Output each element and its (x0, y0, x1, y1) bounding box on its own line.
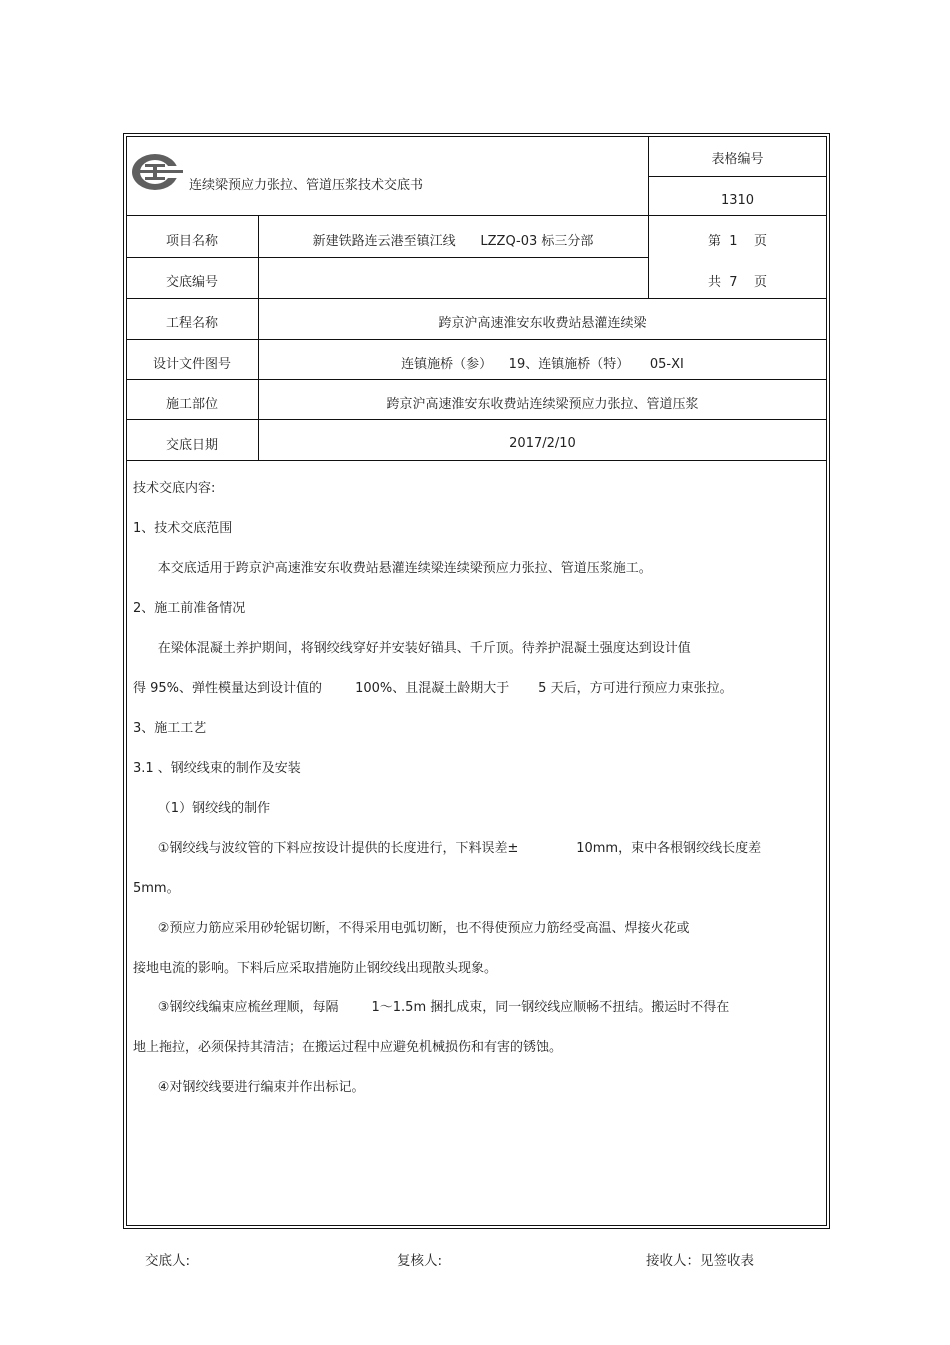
content-line: 1、技术交底范围 (133, 521, 233, 536)
project-name-value: 新建铁路连云港至镇江线 LZZQ-03 标三分部 (312, 233, 594, 249)
content-line: （1）钢绞线的制作 (133, 801, 271, 816)
content-line: 3.1 、钢绞线束的制作及安装 (133, 761, 301, 776)
page-current: 第 1 页 (707, 233, 768, 249)
reviewer-label: 复核人: (397, 1253, 443, 1269)
design-drawing-value: 连镇施桥（参） 19、连镇施桥（特） 05-XI (401, 356, 684, 372)
form-number-value: 1310 (720, 192, 755, 208)
receiver-label: 接收人：见签收表 (646, 1253, 754, 1269)
content-line: ③钢绞线编束应梳丝理顺，每隔 1～1.5m 捆扎成束，同一钢绞线应顺畅不扭结。搬运时不得在 (133, 1000, 730, 1015)
content-line: 接地电流的影响。下料后应采取措施防止钢绞线出现散头现象。 (133, 961, 498, 976)
engineering-name-label: 工程名称 (165, 315, 218, 331)
construction-part-label: 施工部位 (165, 396, 218, 412)
content-line: ②预应力筋应采用砂轮锯切断，不得采用电弧切断，也不得使预应力筋经受高温、焊接火花或 (133, 921, 690, 936)
content-line: 2、施工前准备情况 (133, 601, 246, 616)
engineering-name-value: 跨京沪高速淮安东收费站悬灌连续梁 (438, 315, 647, 331)
content-line: 得 95%、弹性模量达到设计值的 100%、且混凝土龄期大于 5 天后，方可进行预应力束张拉。 (133, 681, 733, 696)
form-number-label: 表格编号 (711, 151, 764, 167)
disclosure-no-value (258, 261, 648, 299)
discloser-label: 交底人: (145, 1253, 191, 1269)
disclosure-no-label: 交底编号 (165, 274, 218, 290)
content-line: 5mm。 (133, 881, 180, 896)
content-line: 本交底适用于跨京沪高速淮安东收费站悬灌连续梁连续梁预应力张拉、管道压浆施工。 (133, 561, 652, 576)
content-line: ④对钢绞线要进行编束并作出标记。 (133, 1080, 365, 1095)
construction-part-value: 跨京沪高速淮安东收费站连续梁预应力张拉、管道压浆 (386, 396, 699, 412)
document-title: 连续梁预应力张拉、管道压浆技术交底书 (189, 178, 424, 193)
disclosure-date-label: 交底日期 (165, 437, 218, 453)
content-line: 在梁体混凝土养护期间，将钢绞线穿好并安装好锚具、千斤顶。待养护混凝土强度达到设计值 (133, 641, 691, 656)
design-drawing-label: 设计文件图号 (152, 356, 231, 372)
content-heading: 技术交底内容: (133, 481, 216, 496)
railway-bureau-logo-icon (131, 152, 189, 192)
page-total: 共 7 页 (707, 274, 768, 290)
project-name-label: 项目名称 (165, 233, 218, 249)
content-line: 地上拖拉，必须保持其清洁；在搬运过程中应避免机械损伤和有害的锈蚀。 (133, 1040, 563, 1055)
content-line: ①钢绞线与波纹管的下料应按设计提供的长度进行，下料误差± 10mm，束中各根钢绞线长度差 (133, 841, 762, 856)
content-line: 3、施工工艺 (133, 721, 207, 736)
disclosure-date-value: 2017/2/10 (509, 435, 576, 451)
